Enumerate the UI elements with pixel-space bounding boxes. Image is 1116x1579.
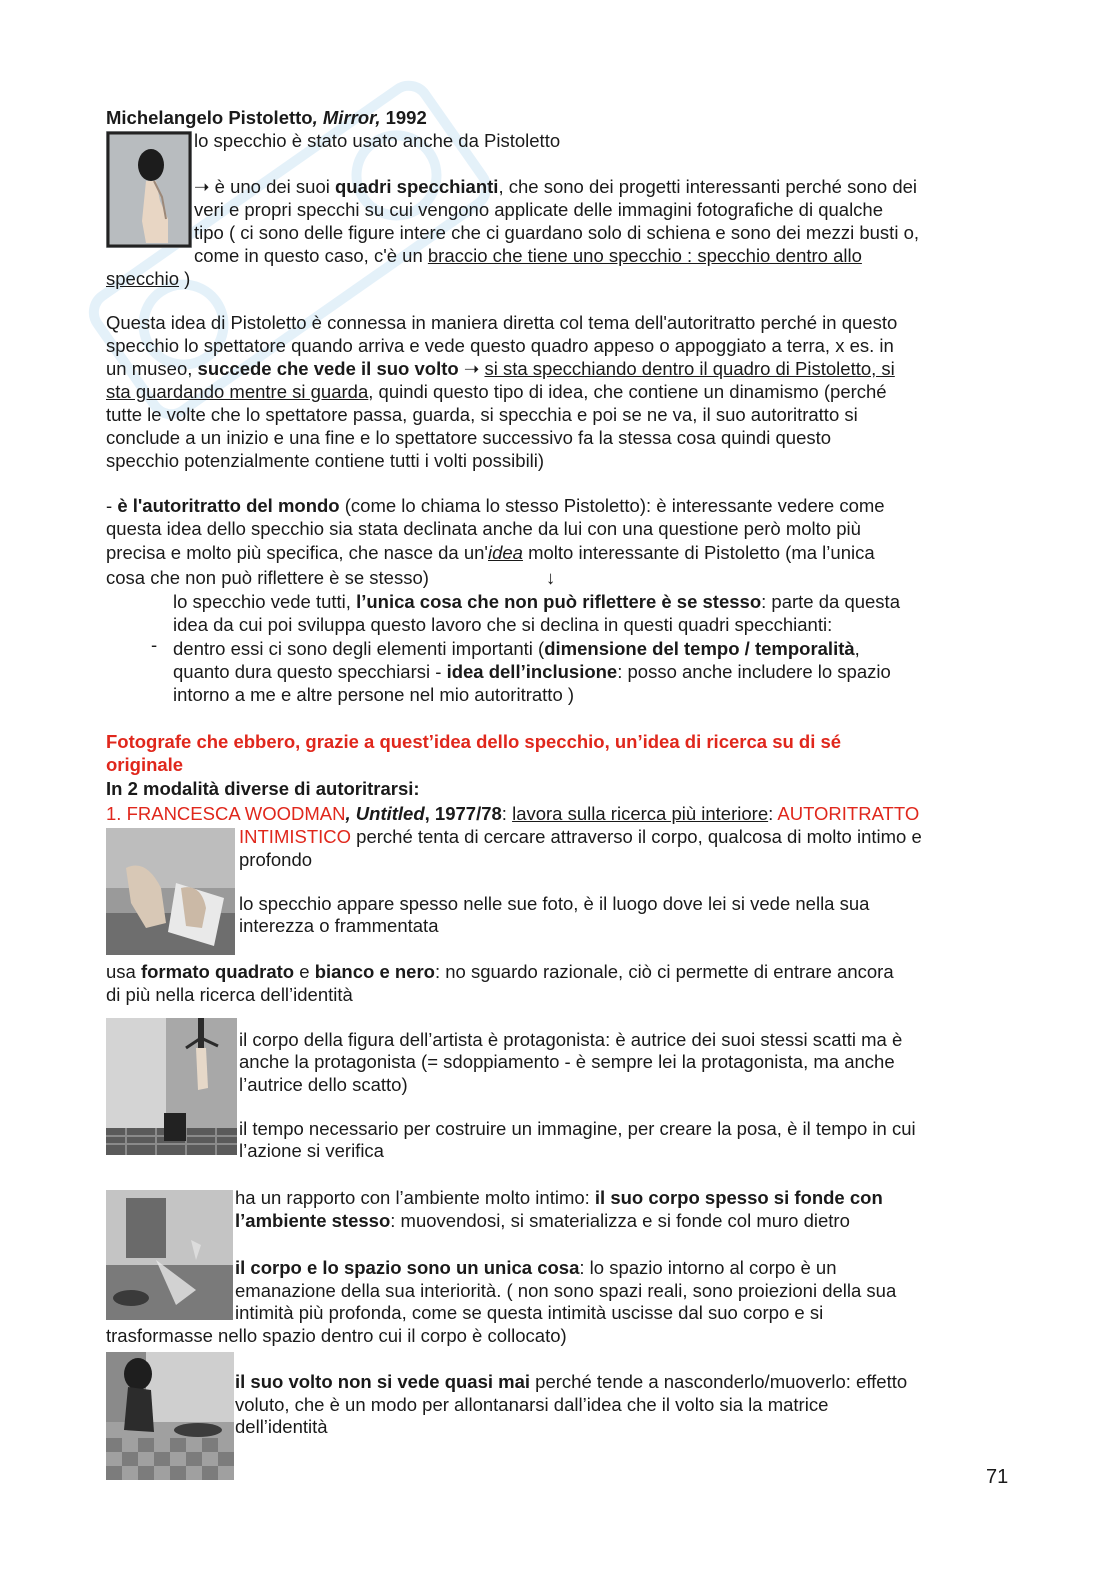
woodman-line7: di più nella ricerca dell’identità: [106, 984, 353, 1005]
p2-line1: Questa idea di Pistoletto è connessa in maniera diretta col tema dell'autoritratto perché in questo: [106, 312, 898, 333]
block4-line1: il suo volto non si vede quasi mai perché tende a nasconderlo/muoverlo: effetto: [235, 1371, 908, 1392]
pistoletto-mirror-photo: [106, 131, 192, 248]
section-heading-line1: Fotografe che ebbero, grazie a quest’idea dello specchio, un’idea di ricerca su di sé: [106, 731, 842, 752]
page-number: 71: [986, 1466, 1009, 1488]
p2-line4: sta guardando mentre si guarda, quindi questo tipo di idea, che contiene un dinamismo (perché: [106, 381, 887, 402]
page-heading: Michelangelo Pistoletto, Mirror, 1992: [106, 107, 427, 128]
block4-line2: voluto, che è un modo per allontanarsi dall’idea che il volto sia la matrice: [235, 1394, 829, 1415]
block3-line4: emanazione della sua interiorità. ( non sono spazi reali, sono proiezioni della sua: [235, 1280, 897, 1301]
work-title: Mirror,: [322, 107, 381, 128]
woodman-line5: interezza o frammentata: [239, 915, 439, 936]
block3-line5: intimità più profonda, come se questa intimità uscisse dal suo corpo e si: [235, 1302, 824, 1323]
p3-line8: quanto dura questo specchiarsi - idea dell’inclusione: posso anche includere lo spazio: [173, 661, 891, 682]
woodman-line3: profondo: [239, 849, 313, 870]
down-arrow-icon: ↓: [546, 567, 556, 588]
bullet-dash: -: [151, 634, 158, 655]
woodman-photo-4: [106, 1352, 234, 1480]
p3-line4: cosa che non può riflettere è se stesso): [106, 567, 429, 588]
p1-line3: veri e propri specchi su cui vengono applicate delle immagini fotografiche di qualche: [194, 199, 884, 220]
p1-line4: tipo ( ci sono delle figure intere che ci guardano solo di schiena e sono dei mezzi busti o,: [194, 222, 920, 243]
p2-line2: specchio lo spettatore quando arriva e vede questo quadro appeso o appoggiato a terra, x es. in: [106, 335, 894, 356]
block3-line6: trasformasse nello spazio dentro cui il corpo è collocato): [106, 1325, 567, 1346]
p1-line5: come in questo caso, c'è un braccio che tiene uno specchio : specchio dentro allo: [194, 245, 862, 266]
section-subheading: In 2 modalità diverse di autoritrarsi:: [106, 778, 420, 799]
p3-line5: lo specchio vede tutti, l’unica cosa che non può riflettere è se stesso: parte da questa: [173, 591, 900, 612]
p1-line2: ➝ è uno dei suoi quadri specchianti, che sono dei progetti interessanti perché sono dei: [194, 176, 918, 197]
p1-line6: specchio ): [106, 268, 191, 289]
woodman-line1: 1. FRANCESCA WOODMAN, Untitled, 1977/78: lavora sulla ricerca più interiore: AUTORITRATTO: [106, 803, 920, 824]
block3-line2: l’ambiente stesso: muovendosi, si smaterializza e si fonde col muro dietro: [235, 1210, 850, 1231]
block2-line4: il tempo necessario per costruire un immagine, per creare la posa, è il tempo in cui: [239, 1118, 916, 1139]
p3-line9: intorno a me e altre persone nel mio autoritratto ): [173, 684, 575, 705]
woodman-photo-1: [106, 828, 235, 955]
block2-line3: l’autrice dello scatto): [239, 1074, 408, 1095]
work-year: 1992: [380, 107, 427, 128]
block2-line2: anche la protagonista (= sdoppiamento - è sempre lei la protagonista, ma anche: [239, 1051, 895, 1072]
p2-line6: conclude a un inizio e una fine e lo spettatore successivo fa la stessa cosa quindi questo: [106, 427, 832, 448]
block4-line3: dell’identità: [235, 1416, 328, 1437]
p3-line2: questa idea dello specchio sia stata declinata anche da lui con una questione però molto più: [106, 518, 861, 539]
p3-line1: - è l'autoritratto del mondo (come lo chiama lo stesso Pistoletto): è interessante vedere come: [106, 495, 885, 516]
p3-line6: idea da cui poi sviluppa questo lavoro che si declina in questi quadri specchianti:: [173, 614, 833, 635]
block2-line5: l’azione si verifica: [239, 1140, 384, 1161]
p3-line3: precisa e molto più specifica, che nasce da un'idea molto interessante di Pistoletto (ma l’unica: [106, 542, 875, 563]
p2-line3: un museo, succede che vede il suo volto ➝ si sta specchiando dentro il quadro di Pistoletto, si: [106, 358, 895, 379]
woodman-line4: lo specchio appare spesso nelle sue foto, è il luogo dove lei si vede nella sua: [239, 893, 870, 914]
woodman-line2: INTIMISTICO perché tenta di cercare attraverso il corpo, qualcosa di molto intimo e: [239, 826, 922, 847]
p3-line7: dentro essi ci sono degli elementi importanti (dimensione del tempo / temporalità,: [173, 638, 860, 659]
woodman-line6: usa formato quadrato e bianco e nero: no sguardo razionale, ciò ci permette di entrare ancora: [106, 961, 894, 982]
block3-line3: il corpo e lo spazio sono un unica cosa: lo spazio intorno al corpo è un: [235, 1257, 837, 1278]
p1-line1: lo specchio è stato usato anche da Pistoletto: [194, 130, 561, 151]
p2-line7: specchio potenzialmente contiene tutti i volti possibili): [106, 450, 545, 471]
artist-name: Michelangelo Pistoletto: [106, 107, 313, 128]
woodman-photo-3: [106, 1190, 233, 1320]
woodman-photo-2: [106, 1018, 237, 1155]
p2-line5: tutte le volte che lo spettatore passa, guarda, si specchia e poi se ne va, il suo autoritratto si: [106, 404, 858, 425]
block2-line1: il corpo della figura dell’artista è protagonista: è autrice dei suoi stessi scatti ma è: [239, 1029, 903, 1050]
section-heading-line2: originale: [106, 754, 184, 775]
block3-line1: ha un rapporto con l’ambiente molto intimo: il suo corpo spesso si fonde con: [235, 1187, 883, 1208]
